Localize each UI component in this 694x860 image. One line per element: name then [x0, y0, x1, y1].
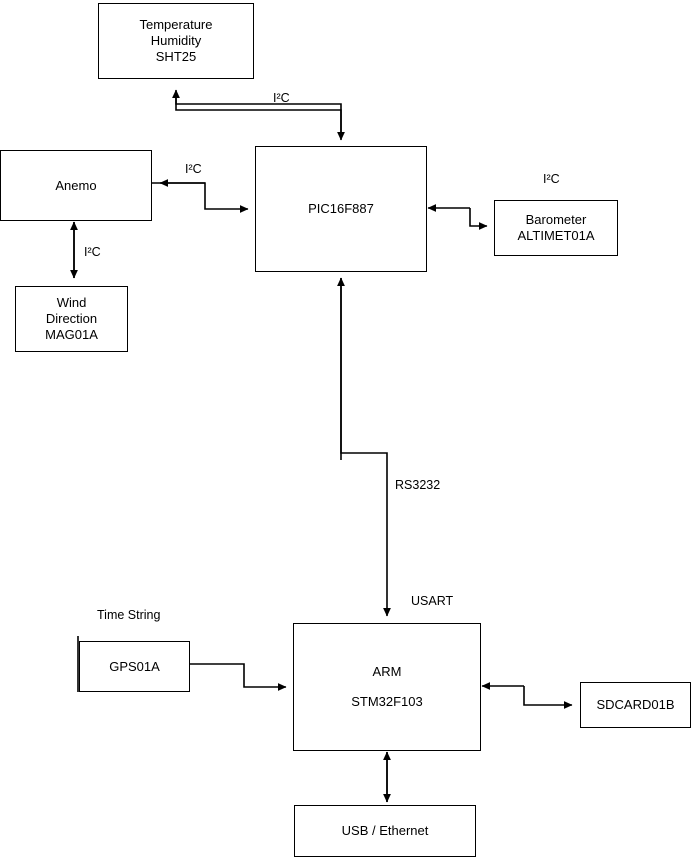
- node-line: PIC16F887: [308, 201, 374, 216]
- edge-label-i2c-sht25: I²C: [273, 91, 290, 105]
- node-barometer-altimet01a[interactable]: [494, 200, 618, 256]
- node-line: ALTIMET01A: [517, 228, 595, 243]
- connector-arm-to-sdcard: [482, 686, 572, 705]
- edge-label-i2c-anemo: I²C: [185, 162, 202, 176]
- edge-label-time-string: Time String: [97, 608, 161, 622]
- connector-barometer-to-pic: [470, 208, 487, 226]
- node-line: GPS01A: [109, 658, 160, 674]
- node-usb-ethernet[interactable]: [294, 805, 476, 857]
- node-line: USB / Ethernet: [341, 823, 429, 838]
- node-sdcard01b[interactable]: [580, 682, 691, 728]
- connector-pic-to-arm: [341, 278, 387, 616]
- node-anemo[interactable]: [0, 150, 152, 221]
- node-arm-stm32f103[interactable]: [293, 623, 481, 751]
- node-line: Temperature: [139, 17, 213, 32]
- node-line: MAG01A: [45, 327, 98, 342]
- edge-label-usart: USART: [411, 594, 454, 608]
- node-line: Wind: [56, 295, 87, 310]
- edge-label-rs3232: RS3232: [395, 478, 441, 492]
- connector-pic-to-sht25: [176, 90, 341, 133]
- node-line: Barometer: [525, 212, 587, 227]
- connector-gps-to-arm: [190, 664, 286, 687]
- node-line: Humidity: [150, 33, 202, 48]
- node-wind-direction-mag01a[interactable]: [15, 286, 128, 352]
- connector-anemo-to-pic: [152, 183, 248, 209]
- node-line: Anemo: [55, 177, 97, 193]
- node-pic16f887[interactable]: [255, 146, 427, 272]
- node-line: STM32F103: [351, 694, 423, 709]
- node-gps01a[interactable]: [79, 641, 190, 692]
- node-line: ARM: [372, 664, 402, 679]
- node-line: SDCARD01B: [596, 697, 675, 712]
- connector-sht25-to-pic: [176, 97, 341, 140]
- node-line: SHT25: [155, 49, 197, 64]
- node-line: Direction: [45, 311, 98, 326]
- edge-label-i2c-wind: I²C: [84, 245, 101, 259]
- edge-label-i2c-barometer: I²C: [543, 172, 560, 186]
- node-temperature-humidity-sht25[interactable]: [98, 3, 254, 79]
